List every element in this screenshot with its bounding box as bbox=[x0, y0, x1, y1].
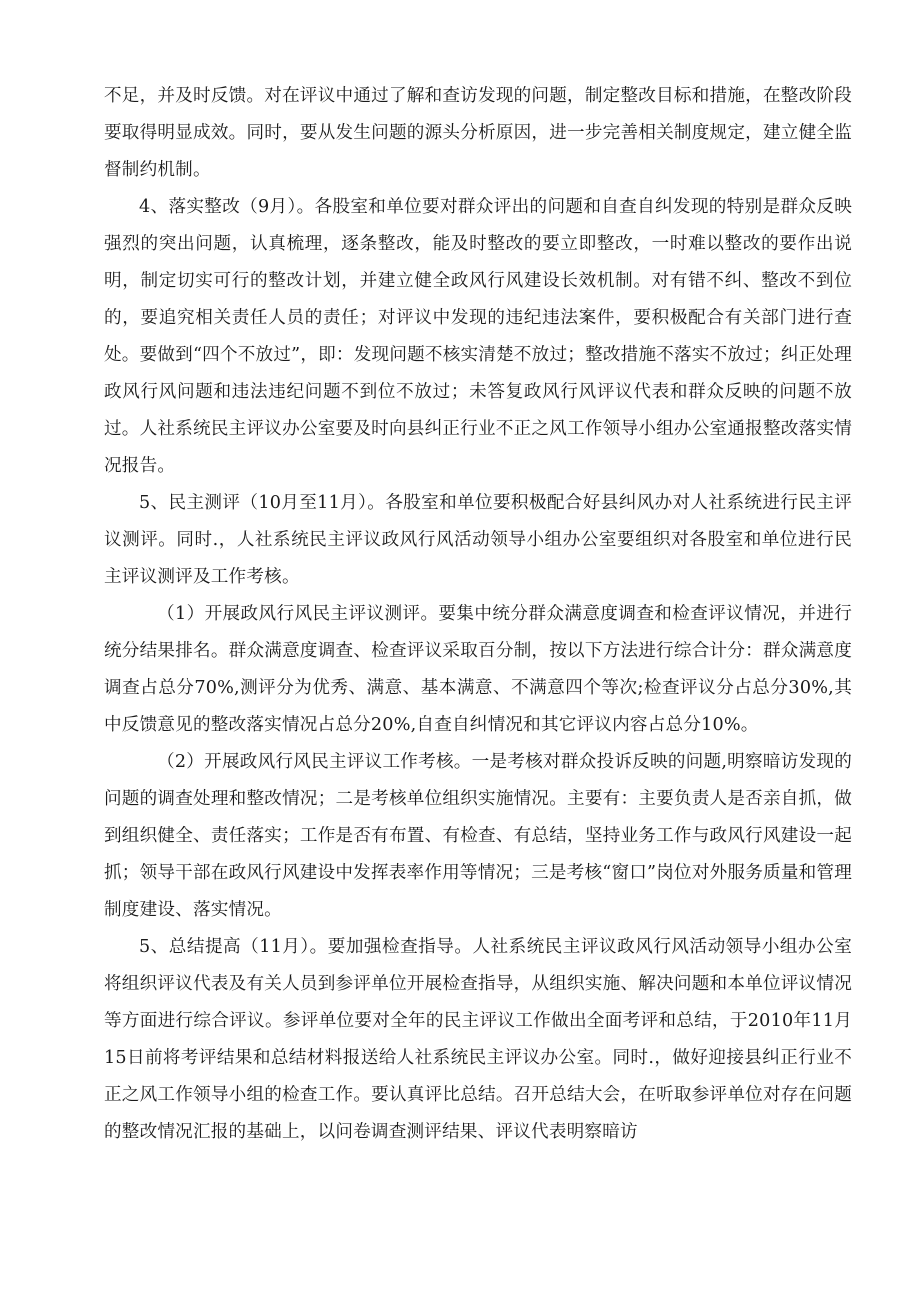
paragraph-continuation: 不足，并及时反馈。对在评议中通过了解和查访发现的问题，制定整改目标和措施，在整改阶段要取得明显成效。同时，要从发生问题的源头分析原因，进一步完善相关制度规定，建立健全监督制约机制。 bbox=[104, 86, 852, 180]
document-body bbox=[104, 78, 852, 1151]
paragraph-evaluation-item-2: （2）开展政风行风民主评议工作考核。一是考核对群众投诉反映的问题,明察暗访发现的问题的调查处理和整改情况；二是考核单位组织实施情况。主要有：主要负责人是否亲自抓，做到组织健全、责任落实；工作是否有布置、有检查、有总结，坚持业务工作与政风行风建设一起抓；领导干部在政风行风建设中发挥表率作用等情况；三是考核“窗口”岗位对外服务质量和管理制度建设、落实情况。 bbox=[104, 752, 852, 920]
paragraph-summary-improvement: 5、总结提高（11月）。要加强检查指导。人社系统民主评议政风行风活动领导小组办公室将组织评议代表及有关人员到参评单位开展检查指导，从组织实施、解决问题和本单位评议情况等方面进行综合评议。参评单位要对全年的民主评议工作做出全面考评和总结，于2010年11月15日前将考评结果和总结材料报送给人社系统民主评议办公室。同时.，做好迎接县纠正行业不正之风工作领导小组的检查工作。要认真评比总结。召开总结大会，在听取参评单位对存在问题的整改情况汇报的基础上，以问卷调查测评结果、评议代表明察暗访 bbox=[104, 937, 852, 1142]
paragraph-democratic-evaluation: 5、民主测评（10月至11月）。各股室和单位要积极配合好县纠风办对人社系统进行民主评议测评。同时.，人社系统民主评议政风行风活动领导小组办公室要组织对各股室和单位进行民主评议测评及工作考核。 bbox=[104, 493, 852, 587]
paragraph-implement-rectification: 4、落实整改（9月）。各股室和单位要对群众评出的问题和自查自纠发现的特别是群众反映强烈的突出问题，认真梳理，逐条整改，能及时整改的要立即整改，一时难以整改的要作出说明，制定切实可行的整改计划，并建立健全政风行风建设长效机制。对有错不纠、整改不到位的，要追究相关责任人员的责任；对评议中发现的违纪违法案件，要积极配合有关部门进行查处。要做到“四个不放过”，即：发现问题不核实清楚不放过；整改措施不落实不放过；纠正处理政风行风问题和违法违纪问题不到位不放过；未答复政风行风评议代表和群众反映的问题不放过。人社系统民主评议办公室要及时向县纠正行业不正之风工作领导小组办公室通报整改落实情况报告。 bbox=[104, 197, 852, 476]
paragraph-evaluation-item-1: （1）开展政风行风民主评议测评。要集中统分群众满意度调查和检查评议情况，并进行统分结果排名。群众满意度调查、检查评议采取百分制，按以下方法进行综合计分：群众满意度调查占总分70%,测评分为优秀、满意、基本满意、不满意四个等次;检查评议分占总分30%,其中反馈意见的整改落实情况占总分20%,自查自纠情况和其它评议内容占总分10%。 bbox=[104, 604, 852, 735]
